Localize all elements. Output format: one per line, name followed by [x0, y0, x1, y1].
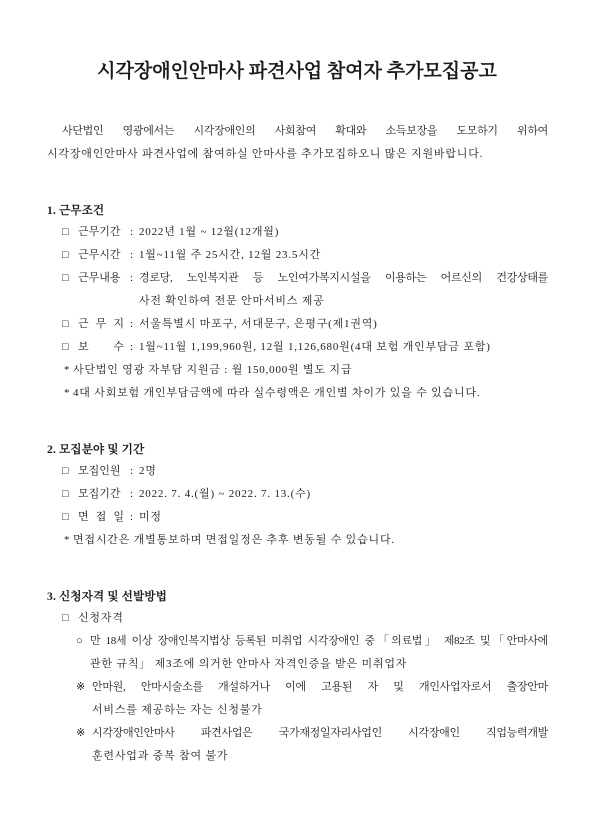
- note-item: [47, 529, 548, 552]
- intro-line-2: 시각장애인안마사 파견사업에 참여하실 안마사를 추가모집하오니 많은 지원바랍니다.: [47, 148, 484, 160]
- exclusion-text: 안마원, 안마시술소를 개설하거나 이에 고용된 자 및 개인사업자로서 출장안마: [92, 681, 548, 693]
- note-item: [47, 382, 548, 405]
- item-value: 2022. 7. 4.(월) ~ 2022. 7. 13.(수): [139, 488, 311, 500]
- asterisk-bullet: *: [64, 364, 70, 376]
- item-separator: :: [129, 511, 134, 523]
- eligibility-item: [47, 607, 548, 630]
- condition-item-location: [47, 313, 548, 336]
- item-label: 근무시간: [78, 249, 121, 261]
- item-label: 근 무 지: [78, 318, 124, 330]
- item-label: 모집기간: [78, 488, 121, 500]
- box-bullet: □: [62, 272, 69, 284]
- condition-item-duties: [47, 267, 548, 290]
- item-value: 서울특별시 마포구, 서대문구, 은평구(제1권역): [139, 318, 378, 330]
- exclusion-text-continued: 훈련사업과 중복 참여 불가: [92, 750, 229, 762]
- item-separator: :: [129, 226, 134, 238]
- criteria-text-continued: 관한 규칙」 제3조에 의거한 안마사 자격인증을 받은 미취업자: [90, 658, 408, 670]
- note-text: 면접시간은 개별통보하며 면접일정은 추후 변동될 수 있습니다.: [73, 534, 395, 546]
- notice-body: [47, 120, 548, 768]
- box-bullet: □: [62, 318, 69, 330]
- item-separator: :: [129, 249, 134, 261]
- item-value: 1월~11월 주 25시간, 12월 23.5시간: [139, 249, 322, 261]
- intro-line-1: 사단법인 영광에서는 시각장애인의 사회참여 확대와 소득보장을 도모하기 위하여: [62, 125, 548, 137]
- recruit-item-interview-date: [47, 506, 548, 529]
- exclusion-text-continued: 서비스를 제공하는 자는 신청불가: [92, 704, 263, 716]
- condition-item-pay: [47, 336, 548, 359]
- circle-bullet: ○: [76, 635, 83, 647]
- exclusion-item: [47, 722, 548, 745]
- criteria-text: 만 18세 이상 장애인복지법상 등록된 미취업 시각장애인 중「의료법」 제82조 및「안마사에: [90, 635, 548, 647]
- exclusion-text: 시각장애인안마사 파견사업은 국가재정일자리사업인 시각장애인 직업능력개발: [92, 727, 548, 739]
- section-heading: 2. 모집분야 및 기간: [47, 444, 145, 456]
- item-value: 2명: [139, 465, 157, 477]
- box-bullet: □: [62, 226, 69, 238]
- recruit-item-headcount: [47, 460, 548, 483]
- item-label: 근무기간: [78, 226, 121, 238]
- box-bullet: □: [62, 511, 69, 523]
- item-label: 보 수: [78, 341, 124, 353]
- item-value-continued: 사전 확인하여 전문 안마서비스 제공: [139, 295, 325, 307]
- item-label: 신청자격: [78, 612, 124, 624]
- box-bullet: □: [62, 612, 69, 624]
- asterisk-bullet: *: [64, 387, 70, 399]
- recruit-item-period: [47, 483, 548, 506]
- box-bullet: □: [62, 465, 69, 477]
- item-separator: :: [129, 465, 134, 477]
- section-work-conditions: [47, 201, 548, 405]
- item-value: 1월~11월 1,199,960원, 12월 1,126,680원(4대 보험 개인부담금 포함): [139, 341, 491, 353]
- asterisk-bullet: *: [64, 534, 70, 546]
- item-value: 경로당, 노인복지관 등 노인여가복지시설을 이용하는 어르신의 건강상태를: [139, 272, 548, 284]
- reference-mark-bullet: ※: [76, 727, 86, 739]
- item-value: 미정: [139, 511, 162, 523]
- reference-mark-bullet: ※: [76, 681, 86, 693]
- box-bullet: □: [62, 488, 69, 500]
- box-bullet: □: [62, 341, 69, 353]
- item-separator: :: [129, 341, 134, 353]
- criteria-item: [47, 630, 548, 653]
- section-recruitment: [47, 440, 548, 552]
- item-label: 근무내용: [78, 272, 121, 284]
- condition-item-hours: [47, 244, 548, 267]
- item-separator: :: [129, 318, 134, 330]
- page-title: 시각장애인안마사 파견사업 참여자 추가모집공고: [97, 61, 497, 82]
- item-value: 2022년 1월 ~ 12월(12개월): [139, 226, 280, 238]
- item-label: 면 접 일: [78, 511, 124, 523]
- note-item: [47, 359, 548, 382]
- item-separator: :: [129, 272, 134, 284]
- item-label: 모집인원: [78, 465, 121, 477]
- note-text: 사단법인 영광 자부담 지원금 : 월 150,000원 별도 지급: [73, 364, 353, 376]
- item-separator: :: [129, 488, 134, 500]
- section-heading: 3. 신청자격 및 선발방법: [47, 591, 168, 603]
- section-eligibility: [47, 587, 548, 768]
- note-text: 4대 사회보험 개인부담금액에 따라 실수령액은 개인별 차이가 있을 수 있습니다.: [73, 387, 481, 399]
- section-heading: 1. 근무조건: [47, 205, 105, 217]
- exclusion-item: [47, 676, 548, 699]
- box-bullet: □: [62, 249, 69, 261]
- condition-item-period: [47, 221, 548, 244]
